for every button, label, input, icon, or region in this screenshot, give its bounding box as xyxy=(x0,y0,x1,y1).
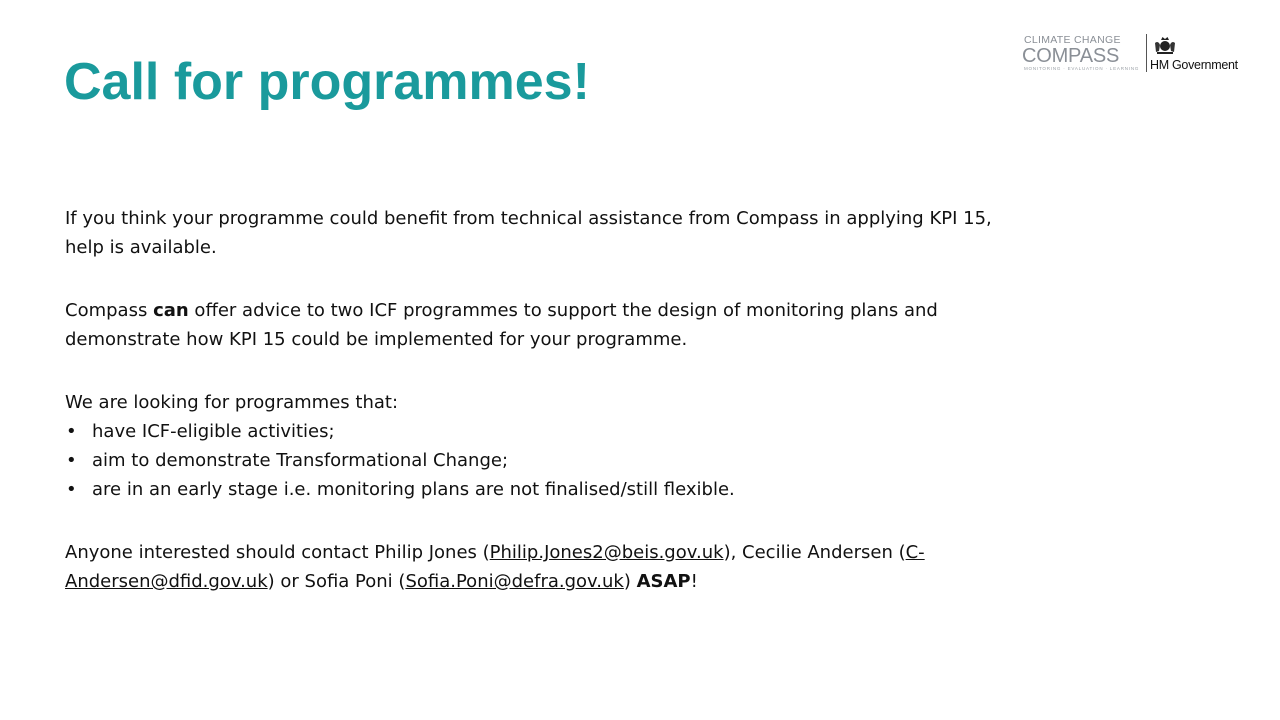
page-title: Call for programmes! xyxy=(64,53,590,111)
climate-change-compass-logo xyxy=(1022,34,1140,74)
offer-emphasis: can xyxy=(153,300,189,321)
criteria-section xyxy=(65,388,1025,504)
compass-logo-wordmark: COMPASS xyxy=(1022,45,1120,67)
offer-text-after: offer advice to two ICF programmes to support the design of monitoring plans and demonstrate how KPI 15 could be implemented for your programme. xyxy=(65,300,938,350)
contact-text-4: ) xyxy=(623,571,637,592)
list-item xyxy=(65,475,1025,504)
royal-crest-icon xyxy=(1152,34,1178,56)
header-logos xyxy=(1022,34,1262,76)
intro-paragraph: If you think your programme could benefit from technical assistance from Compass in applying KPI 15, help is available. xyxy=(65,208,992,258)
slide-body xyxy=(65,204,1025,630)
hm-government-divider xyxy=(1146,34,1147,72)
contact-text-2: ), Cecilie Andersen ( xyxy=(723,542,906,563)
compass-logo-tagline: MONITORING · EVALUATION · LEARNING xyxy=(1024,66,1140,71)
bullet-icon: • xyxy=(66,450,77,471)
bullet-icon: • xyxy=(66,479,77,500)
list-item-text: have ICF-eligible activities; xyxy=(92,421,335,442)
list-item-text: aim to demonstrate Transformational Change; xyxy=(92,450,509,471)
contact-text-1: Anyone interested should contact Philip Jones ( xyxy=(65,542,490,563)
list-item-text: are in an early stage i.e. monitoring plans are not finalised/still flexible. xyxy=(92,479,735,500)
offer-paragraph xyxy=(65,296,1025,354)
email-link-sofia-poni[interactable]: Sofia.Poni@defra.gov.uk xyxy=(405,571,624,592)
contact-text-5: ! xyxy=(690,571,698,592)
list-item xyxy=(65,417,1025,446)
email-link-cecilie-andersen[interactable]: C-Andersen@dfid.gov.uk xyxy=(65,542,925,592)
list-item xyxy=(65,446,1025,475)
contact-paragraph xyxy=(65,538,1025,596)
asap-emphasis: ASAP xyxy=(636,571,691,592)
hm-government-label: HM Government xyxy=(1150,58,1238,72)
criteria-intro: We are looking for programmes that: xyxy=(65,392,399,413)
email-link-philip-jones[interactable]: Philip.Jones2@beis.gov.uk xyxy=(489,542,724,563)
criteria-list xyxy=(65,417,1025,504)
offer-text-before: Compass xyxy=(65,300,154,321)
contact-text-3: ) or Sofia Poni ( xyxy=(267,571,406,592)
bullet-icon: • xyxy=(66,421,77,442)
compass-logo-top-line: CLIMATE CHANGE xyxy=(1024,34,1121,46)
